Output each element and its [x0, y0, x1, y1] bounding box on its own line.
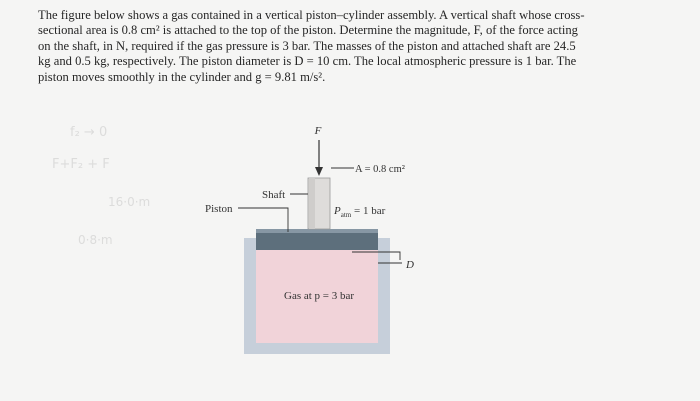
- shaft-label: Shaft: [262, 189, 286, 201]
- area-label: A = 0.8 cm²: [355, 164, 405, 175]
- problem-line: piston moves smoothly in the cylinder and g = 9.81 m/s².: [38, 69, 326, 84]
- cylinder-bottom: [244, 343, 390, 354]
- problem-line: on the shaft, in N, required if the gas pressure is 3 bar. The masses of the piston and attached shaft are 24.5: [38, 38, 576, 53]
- piston-label: Piston: [205, 203, 233, 215]
- cylinder-right-wall: [378, 238, 390, 354]
- gas-label: Gas at p = 3 bar: [284, 290, 355, 302]
- force-arrowhead: [315, 167, 323, 176]
- piston-leader: [238, 208, 288, 232]
- bleed-through-marks: [52, 125, 150, 247]
- shaft-shading: [309, 178, 315, 229]
- cylinder-left-wall: [244, 238, 256, 354]
- problem-line: sectional area is 0.8 cm² is attached to the top of the piston. Determine the magnitude, F, of the force acting: [38, 23, 578, 38]
- svg-text:16·0·m: 16·0·m: [108, 195, 151, 209]
- svg-text:0·8·m: 0·8·m: [78, 233, 113, 247]
- problem-line: The figure below shows a gas contained in a vertical piston–cylinder assembly. A vertical shaft whose cross-: [38, 8, 585, 22]
- force-label: F: [314, 125, 322, 137]
- svg-text:f₂ → 0: f₂ → 0: [70, 125, 108, 140]
- problem-line: kg and 0.5 kg, respectively. The piston diameter is D = 10 cm. The local atmospheric pressure is 1 bar. The: [38, 54, 577, 69]
- svg-text:F+F₂ + F: F+F₂ + F: [52, 157, 110, 172]
- piston-highlight: [256, 229, 378, 233]
- patm-label: $P_{atm} = 1$ bar: [334, 205, 386, 219]
- diameter-label: D: [406, 259, 414, 271]
